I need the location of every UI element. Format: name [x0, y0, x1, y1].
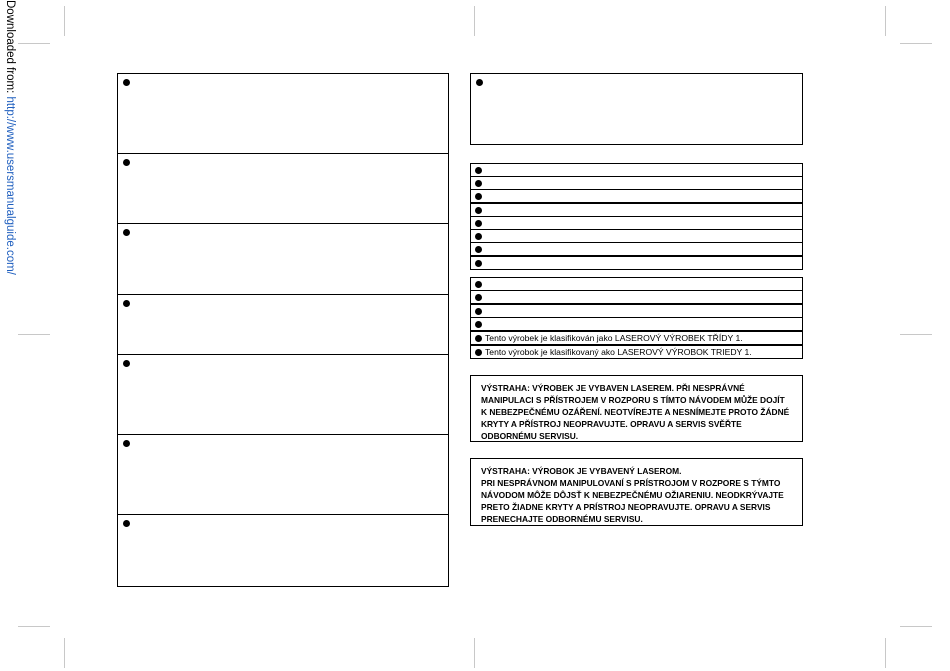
- warning-cz-line: MANIPULACI S PŘÍSTROJEM V ROZPORU S TÍMTO NÁVODEM MŮŽE DOJÍT: [481, 395, 785, 405]
- list-item: [470, 256, 803, 270]
- left-section: [117, 153, 449, 224]
- warning-box-sk: [470, 458, 803, 526]
- bullet-icon: [475, 193, 482, 200]
- list-item: [470, 304, 803, 318]
- right-top-section: [470, 73, 803, 145]
- bullet-icon: [475, 294, 482, 301]
- crop-mark: [900, 43, 932, 44]
- warning-cz-line: ODBORNÉMU SERVISU.: [481, 431, 579, 441]
- warning-cz-line: VÝSTRAHA: VÝROBEK JE VYBAVEN LASEREM. PŘI NESPRÁVNÉ: [481, 383, 745, 393]
- warning-sk-line: PRENECHAJTE ODBORNÉMU SERVISU.: [481, 514, 643, 524]
- left-section: [117, 223, 449, 295]
- list-item: [470, 331, 803, 345]
- bullet-icon: [123, 520, 130, 527]
- download-source-link[interactable]: http://www.usersmanualguide.com/: [4, 96, 16, 275]
- bullet-icon: [123, 79, 130, 86]
- list-item: [470, 229, 803, 243]
- list-item: [470, 163, 803, 177]
- crop-mark: [900, 626, 932, 627]
- crop-mark: [18, 334, 50, 335]
- left-section: [117, 434, 449, 515]
- list-item: [470, 216, 803, 230]
- warning-sk-line: VÝSTRAHA: VÝROBOK JE VYBAVENÝ LASEROM.: [481, 466, 682, 476]
- bullet-icon: [123, 229, 130, 236]
- laser-class-cz-text: Tento výrobek je klasifikován jako LASEROVÝ VÝROBEK TŘÍDY 1.: [485, 333, 743, 343]
- warning-box-cz: [470, 375, 803, 442]
- bullet-icon: [123, 360, 130, 367]
- bullet-icon: [475, 207, 482, 214]
- laser-class-sk-text: Tento výrobok je klasifikovaný ako LASEROVÝ VÝROBOK TRIEDY 1.: [485, 347, 752, 357]
- warning-cz-line: K NEBEZPEČNÉMU OZÁŘENÍ. NEOTVÍREJTE A NESNÍMEJTE PROTO ŽÁDNÉ: [481, 407, 790, 417]
- left-section: [117, 354, 449, 435]
- bullet-icon: [123, 440, 130, 447]
- list-item: [470, 290, 803, 304]
- bullet-icon: [475, 321, 482, 328]
- left-section: [117, 73, 449, 154]
- download-source-text: [0, 0, 17, 290]
- warning-cz-line: KRYTY A PŘÍSTROJ NEOPRAVUJTE. OPRAVU A SERVIS SVĚŘTE: [481, 419, 742, 429]
- list-item: [470, 176, 803, 190]
- crop-mark: [885, 6, 886, 36]
- crop-mark: [64, 6, 65, 36]
- bullet-icon: [475, 220, 482, 227]
- download-source-prefix: Downloaded from:: [4, 0, 16, 97]
- bullet-icon: [475, 260, 482, 267]
- bullet-icon: [123, 159, 130, 166]
- bullet-icon: [475, 308, 482, 315]
- list-item: [470, 317, 803, 331]
- bullet-icon: [475, 167, 482, 174]
- warning-sk-line: PRETO ŽIADNE KRYTY A PRÍSTROJ NEOPRAVUJTE. OPRAVU A SERVIS: [481, 502, 771, 512]
- crop-mark: [474, 6, 475, 36]
- left-section: [117, 514, 449, 587]
- bullet-icon: [475, 281, 482, 288]
- list-item: [470, 242, 803, 256]
- warning-sk-line: PRI NESPRÁVNOM MANIPULOVANÍ S PRÍSTROJOM V ROZPORE S TÝMTO: [481, 478, 781, 488]
- list-item: [470, 345, 803, 359]
- bullet-icon: [475, 335, 482, 342]
- crop-mark: [64, 638, 65, 668]
- crop-mark: [18, 43, 50, 44]
- warning-sk-line: NÁVODOM MÔŽE DÔJSŤ K NEBEZPEČNÉMU OŽIARENIU. NEODKRÝVAJTE: [481, 490, 784, 500]
- crop-mark: [885, 638, 886, 668]
- bullet-icon: [475, 180, 482, 187]
- crop-mark: [900, 334, 932, 335]
- bullet-icon: [475, 233, 482, 240]
- list-item: [470, 203, 803, 217]
- bullet-icon: [123, 300, 130, 307]
- bullet-icon: [475, 246, 482, 253]
- crop-mark: [474, 638, 475, 668]
- list-item: [470, 277, 803, 291]
- list-item: [470, 189, 803, 203]
- crop-mark: [18, 626, 50, 627]
- bullet-icon: [475, 349, 482, 356]
- left-section: [117, 294, 449, 355]
- bullet-icon: [476, 79, 483, 86]
